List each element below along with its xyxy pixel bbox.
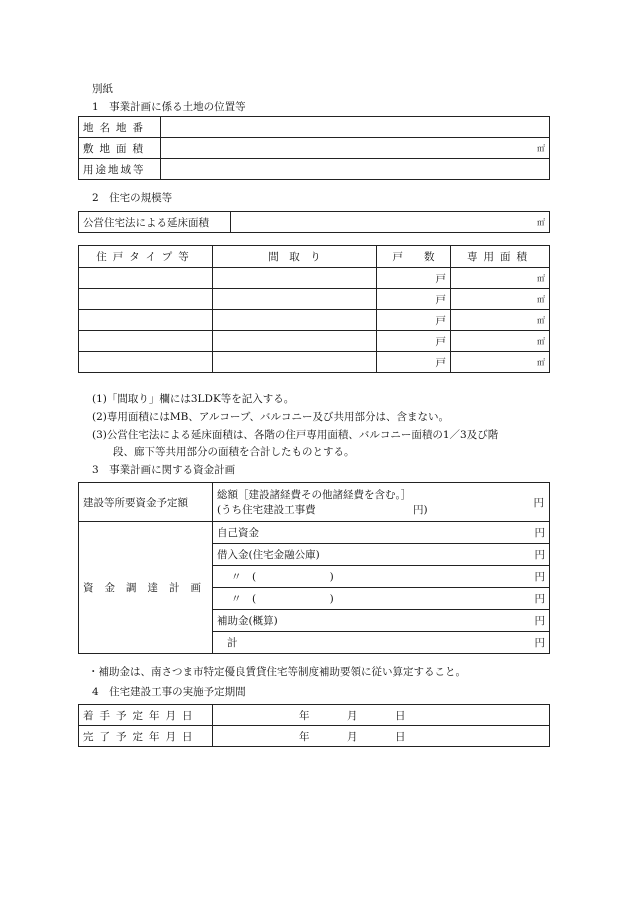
required-funds-label: 建設等所要資金予定額 <box>79 483 213 522</box>
table-row <box>79 268 550 289</box>
schedule-table <box>78 704 550 747</box>
sub-line-unit: 円) <box>413 504 428 516</box>
count-cell[interactable]: 戸 <box>377 331 451 352</box>
funding-item-cell[interactable] <box>213 544 550 566</box>
total-line: 総額［建設諸経費その他諸経費を含む。］ <box>217 489 412 501</box>
table-row <box>79 483 550 522</box>
section-1-heading: 1 事業計画に係る土地の位置等 <box>92 101 246 113</box>
layout-cell[interactable] <box>213 289 377 310</box>
area-cell[interactable] <box>451 352 550 373</box>
type-cell[interactable] <box>79 352 213 373</box>
sqm-unit: ㎡ <box>537 274 545 283</box>
funding-item-cell[interactable] <box>213 522 550 544</box>
area-cell[interactable] <box>451 331 550 352</box>
land-label-area: 敷地面積 <box>79 138 161 159</box>
section-2-heading: 2 住宅の規模等 <box>92 192 173 204</box>
layout-cell[interactable] <box>213 352 377 373</box>
funding-plan-label: 資金調達計画 <box>79 522 213 654</box>
table-row <box>79 138 550 159</box>
yen-unit: 円 <box>534 549 545 561</box>
table-header-row <box>79 246 550 268</box>
month-label: 月 <box>347 731 358 743</box>
funding-item-cell[interactable] <box>213 566 550 588</box>
count-cell[interactable]: 戸 <box>377 310 451 331</box>
funding-total-label: 計 <box>227 637 238 649</box>
completion-date-cell[interactable] <box>213 726 550 747</box>
note-1: (1)「間取り」欄には3LDK等を記入する。 <box>92 393 295 405</box>
attachment-label: 別紙 <box>92 83 113 95</box>
yen-unit: 円 <box>533 497 544 509</box>
land-table <box>78 116 550 180</box>
yen-unit: 円 <box>534 571 545 583</box>
sqm-unit: ㎡ <box>537 358 545 367</box>
dwelling-units-table <box>78 245 550 373</box>
land-value-area[interactable] <box>161 138 550 159</box>
table-row <box>79 212 550 233</box>
table-row <box>79 331 550 352</box>
type-cell[interactable] <box>79 289 213 310</box>
count-cell[interactable]: 戸 <box>377 289 451 310</box>
year-label: 年 <box>299 710 310 722</box>
layout-cell[interactable] <box>213 331 377 352</box>
land-label-lot: 地名地番 <box>79 117 161 138</box>
col-header-area: 専用面積 <box>451 246 550 268</box>
funding-item-label: 自己資金 <box>217 527 259 539</box>
count-cell[interactable]: 戸 <box>377 352 451 373</box>
table-row <box>79 289 550 310</box>
table-row <box>79 352 550 373</box>
funding-item-cell[interactable] <box>213 588 550 610</box>
month-label: 月 <box>347 710 358 722</box>
start-date-cell[interactable] <box>213 705 550 726</box>
col-header-type: 住戸タイプ等 <box>79 246 213 268</box>
layout-cell[interactable] <box>213 310 377 331</box>
table-row <box>79 726 550 747</box>
note-2: (2)専用面積にはMB、アルコーブ、バルコニー及び共用部分は、含まない。 <box>92 411 450 423</box>
table-row <box>79 522 550 544</box>
funding-table <box>78 482 550 654</box>
col-header-layout: 間 取 り <box>213 246 377 268</box>
table-row <box>79 117 550 138</box>
type-cell[interactable] <box>79 310 213 331</box>
count-cell[interactable]: 戸 <box>377 268 451 289</box>
land-value-lot[interactable] <box>161 117 550 138</box>
area-cell[interactable] <box>451 268 550 289</box>
funding-item-cell[interactable] <box>213 610 550 632</box>
day-label: 日 <box>395 731 406 743</box>
sqm-unit: ㎡ <box>537 295 545 304</box>
start-date-label: 着手予定年月日 <box>79 705 213 726</box>
table-row <box>79 705 550 726</box>
sub-line-label: (うち住宅建設工事費 <box>217 504 316 516</box>
yen-unit: 円 <box>534 527 545 539</box>
subsidy-note: ・補助金は、南さつま市特定優良賃貸住宅等制度補助要領に従い算定すること。 <box>88 666 466 678</box>
required-funds-cell[interactable] <box>213 483 550 522</box>
year-label: 年 <box>299 731 310 743</box>
col-header-count: 戸 数 <box>377 246 451 268</box>
area-cell[interactable] <box>451 289 550 310</box>
sqm-unit: ㎡ <box>537 218 545 227</box>
funding-item-label: 借入金(住宅金融公庫) <box>217 549 320 561</box>
floor-area-value[interactable] <box>231 212 550 233</box>
yen-unit: 円 <box>534 593 545 605</box>
type-cell[interactable] <box>79 268 213 289</box>
floor-area-label: 公営住宅法による延床面積 <box>79 212 231 233</box>
yen-unit: 円 <box>534 615 545 627</box>
sqm-unit: ㎡ <box>537 144 545 153</box>
day-label: 日 <box>395 710 406 722</box>
funding-item-label: 補助金(概算) <box>217 615 278 627</box>
section-4-heading: 4 住宅建設工事の実施予定期間 <box>92 686 246 698</box>
layout-cell[interactable] <box>213 268 377 289</box>
note-3-continued: 段、廊下等共用部分の面積を合計したものとする。 <box>113 446 355 458</box>
funding-item-label: 〃 ( ) <box>231 571 334 583</box>
sqm-unit: ㎡ <box>537 337 545 346</box>
funding-total-cell[interactable] <box>213 632 550 654</box>
yen-unit: 円 <box>534 637 545 649</box>
funding-item-label: 〃 ( ) <box>231 593 334 605</box>
table-row <box>79 310 550 331</box>
area-cell[interactable] <box>451 310 550 331</box>
sqm-unit: ㎡ <box>537 316 545 325</box>
note-3: (3)公営住宅法による延床面積は、各階の住戸専用面積、バルコニー面積の1／3及び階 <box>92 429 499 441</box>
completion-date-label: 完了予定年月日 <box>79 726 213 747</box>
floor-area-table <box>78 211 550 233</box>
sub-line <box>217 502 545 517</box>
land-label-zoning: 用途地域等 <box>79 159 161 180</box>
table-row <box>79 159 550 180</box>
section-3-heading: 3 事業計画に関する資金計画 <box>92 464 236 476</box>
land-value-zoning[interactable] <box>161 159 550 180</box>
type-cell[interactable] <box>79 331 213 352</box>
